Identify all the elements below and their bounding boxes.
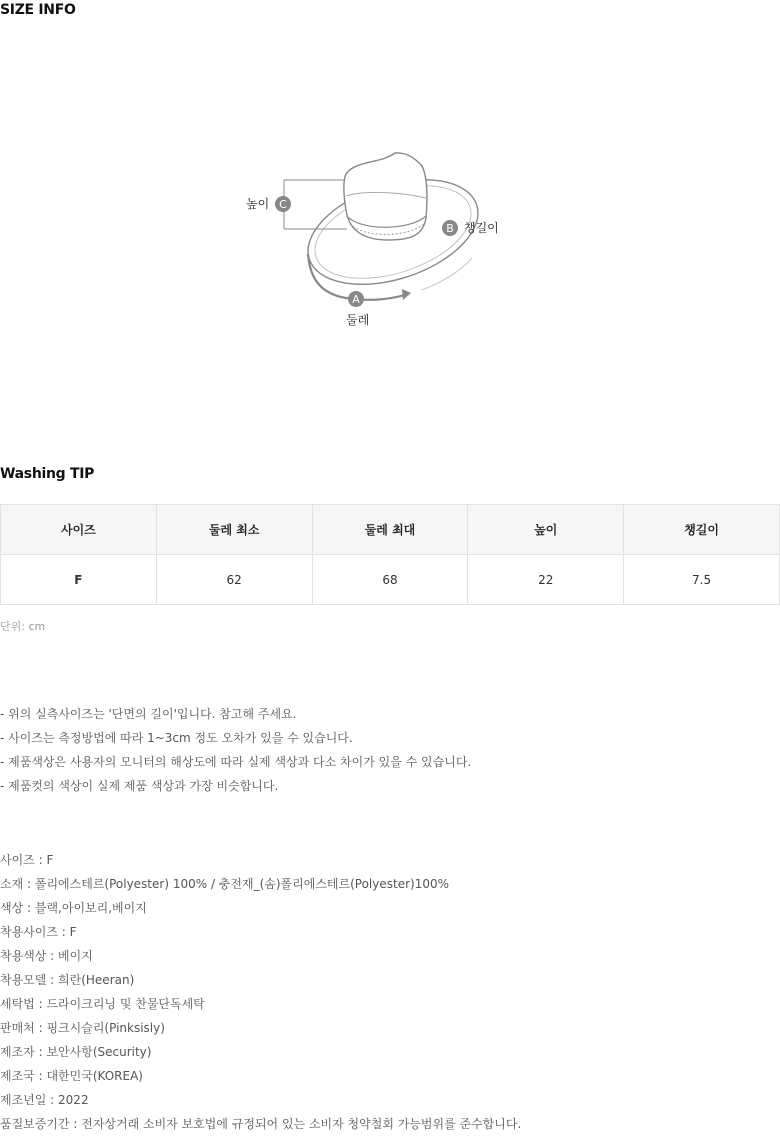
table-header-row: [1, 505, 780, 555]
marker-a: [348, 291, 364, 307]
spec-item: 제조년일 : 2022: [0, 1093, 89, 1107]
unit-note: 단위: cm: [0, 620, 46, 633]
product-specs-list: [0, 851, 521, 1139]
label-circumference: 둘레: [346, 313, 370, 327]
spec-item: 소재 : 폴리에스테르(Polyester) 100% / 충전재_(솜)폴리에스테르(Polyester)100%: [0, 877, 450, 891]
hat-size-diagram: [240, 150, 510, 335]
marker-c: [275, 196, 291, 212]
svg-text:C: C: [279, 198, 287, 211]
spec-item: 판매처 : 핑크시슬리(Pinksisly): [0, 1021, 165, 1035]
note-item: - 제품컷의 색상이 실제 제품 색상과 가장 비슷합니다.: [0, 779, 279, 793]
spec-item: 세탁법 : 드라이크리닝 및 찬물단독세탁: [0, 997, 205, 1011]
table-header-cell: 둘레 최소: [156, 505, 312, 555]
note-item: - 제품색상은 사용자의 모니터의 해상도에 따라 실제 색상과 다소 차이가 있을 수 있습니다.: [0, 755, 472, 769]
washing-tip-title: Washing TIP: [0, 466, 95, 482]
spec-item: 착용모델 : 희란(Heeran): [0, 973, 135, 987]
spec-item: 사이즈 : F: [0, 853, 54, 867]
spec-item: 제조국 : 대한민국(KOREA): [0, 1069, 143, 1083]
svg-text:A: A: [352, 293, 360, 306]
table-header-cell: 사이즈: [1, 505, 157, 555]
spec-item: 착용사이즈 : F: [0, 925, 77, 939]
table-cell: 68: [312, 555, 468, 605]
table-header-cell: 높이: [468, 505, 624, 555]
svg-text:B: B: [446, 222, 454, 235]
spec-item: 제조자 : 보안사항(Security): [0, 1045, 152, 1059]
spec-item: 품질보증기간 : 전자상거래 소비자 보호법에 규정되어 있는 소비자 청약철회 가능범위를 준수합니다.: [0, 1117, 522, 1131]
table-cell: 62: [156, 555, 312, 605]
marker-b: [442, 220, 458, 236]
note-item: - 사이즈는 측정방법에 따라 1~3cm 정도 오차가 있을 수 있습니다.: [0, 731, 353, 745]
table-header-cell: 둘레 최대: [312, 505, 468, 555]
size-info-title: SIZE INFO: [0, 2, 76, 18]
spec-item: 착용색상 : 베이지: [0, 949, 93, 963]
size-notes-list: [0, 705, 471, 801]
table-cell: 7.5: [624, 555, 780, 605]
label-brim: 챙길이: [464, 221, 499, 235]
label-height: 높이: [246, 197, 270, 211]
spec-item: 색상 : 블랙,아이보리,베이지: [0, 901, 147, 915]
table-header-cell: 챙길이: [624, 505, 780, 555]
size-table: [0, 504, 780, 605]
table-row: [1, 555, 780, 605]
note-item: - 위의 실측사이즈는 '단면의 길이'입니다. 참고해 주세요.: [0, 707, 297, 721]
table-cell: 22: [468, 555, 624, 605]
table-cell: F: [1, 555, 157, 605]
